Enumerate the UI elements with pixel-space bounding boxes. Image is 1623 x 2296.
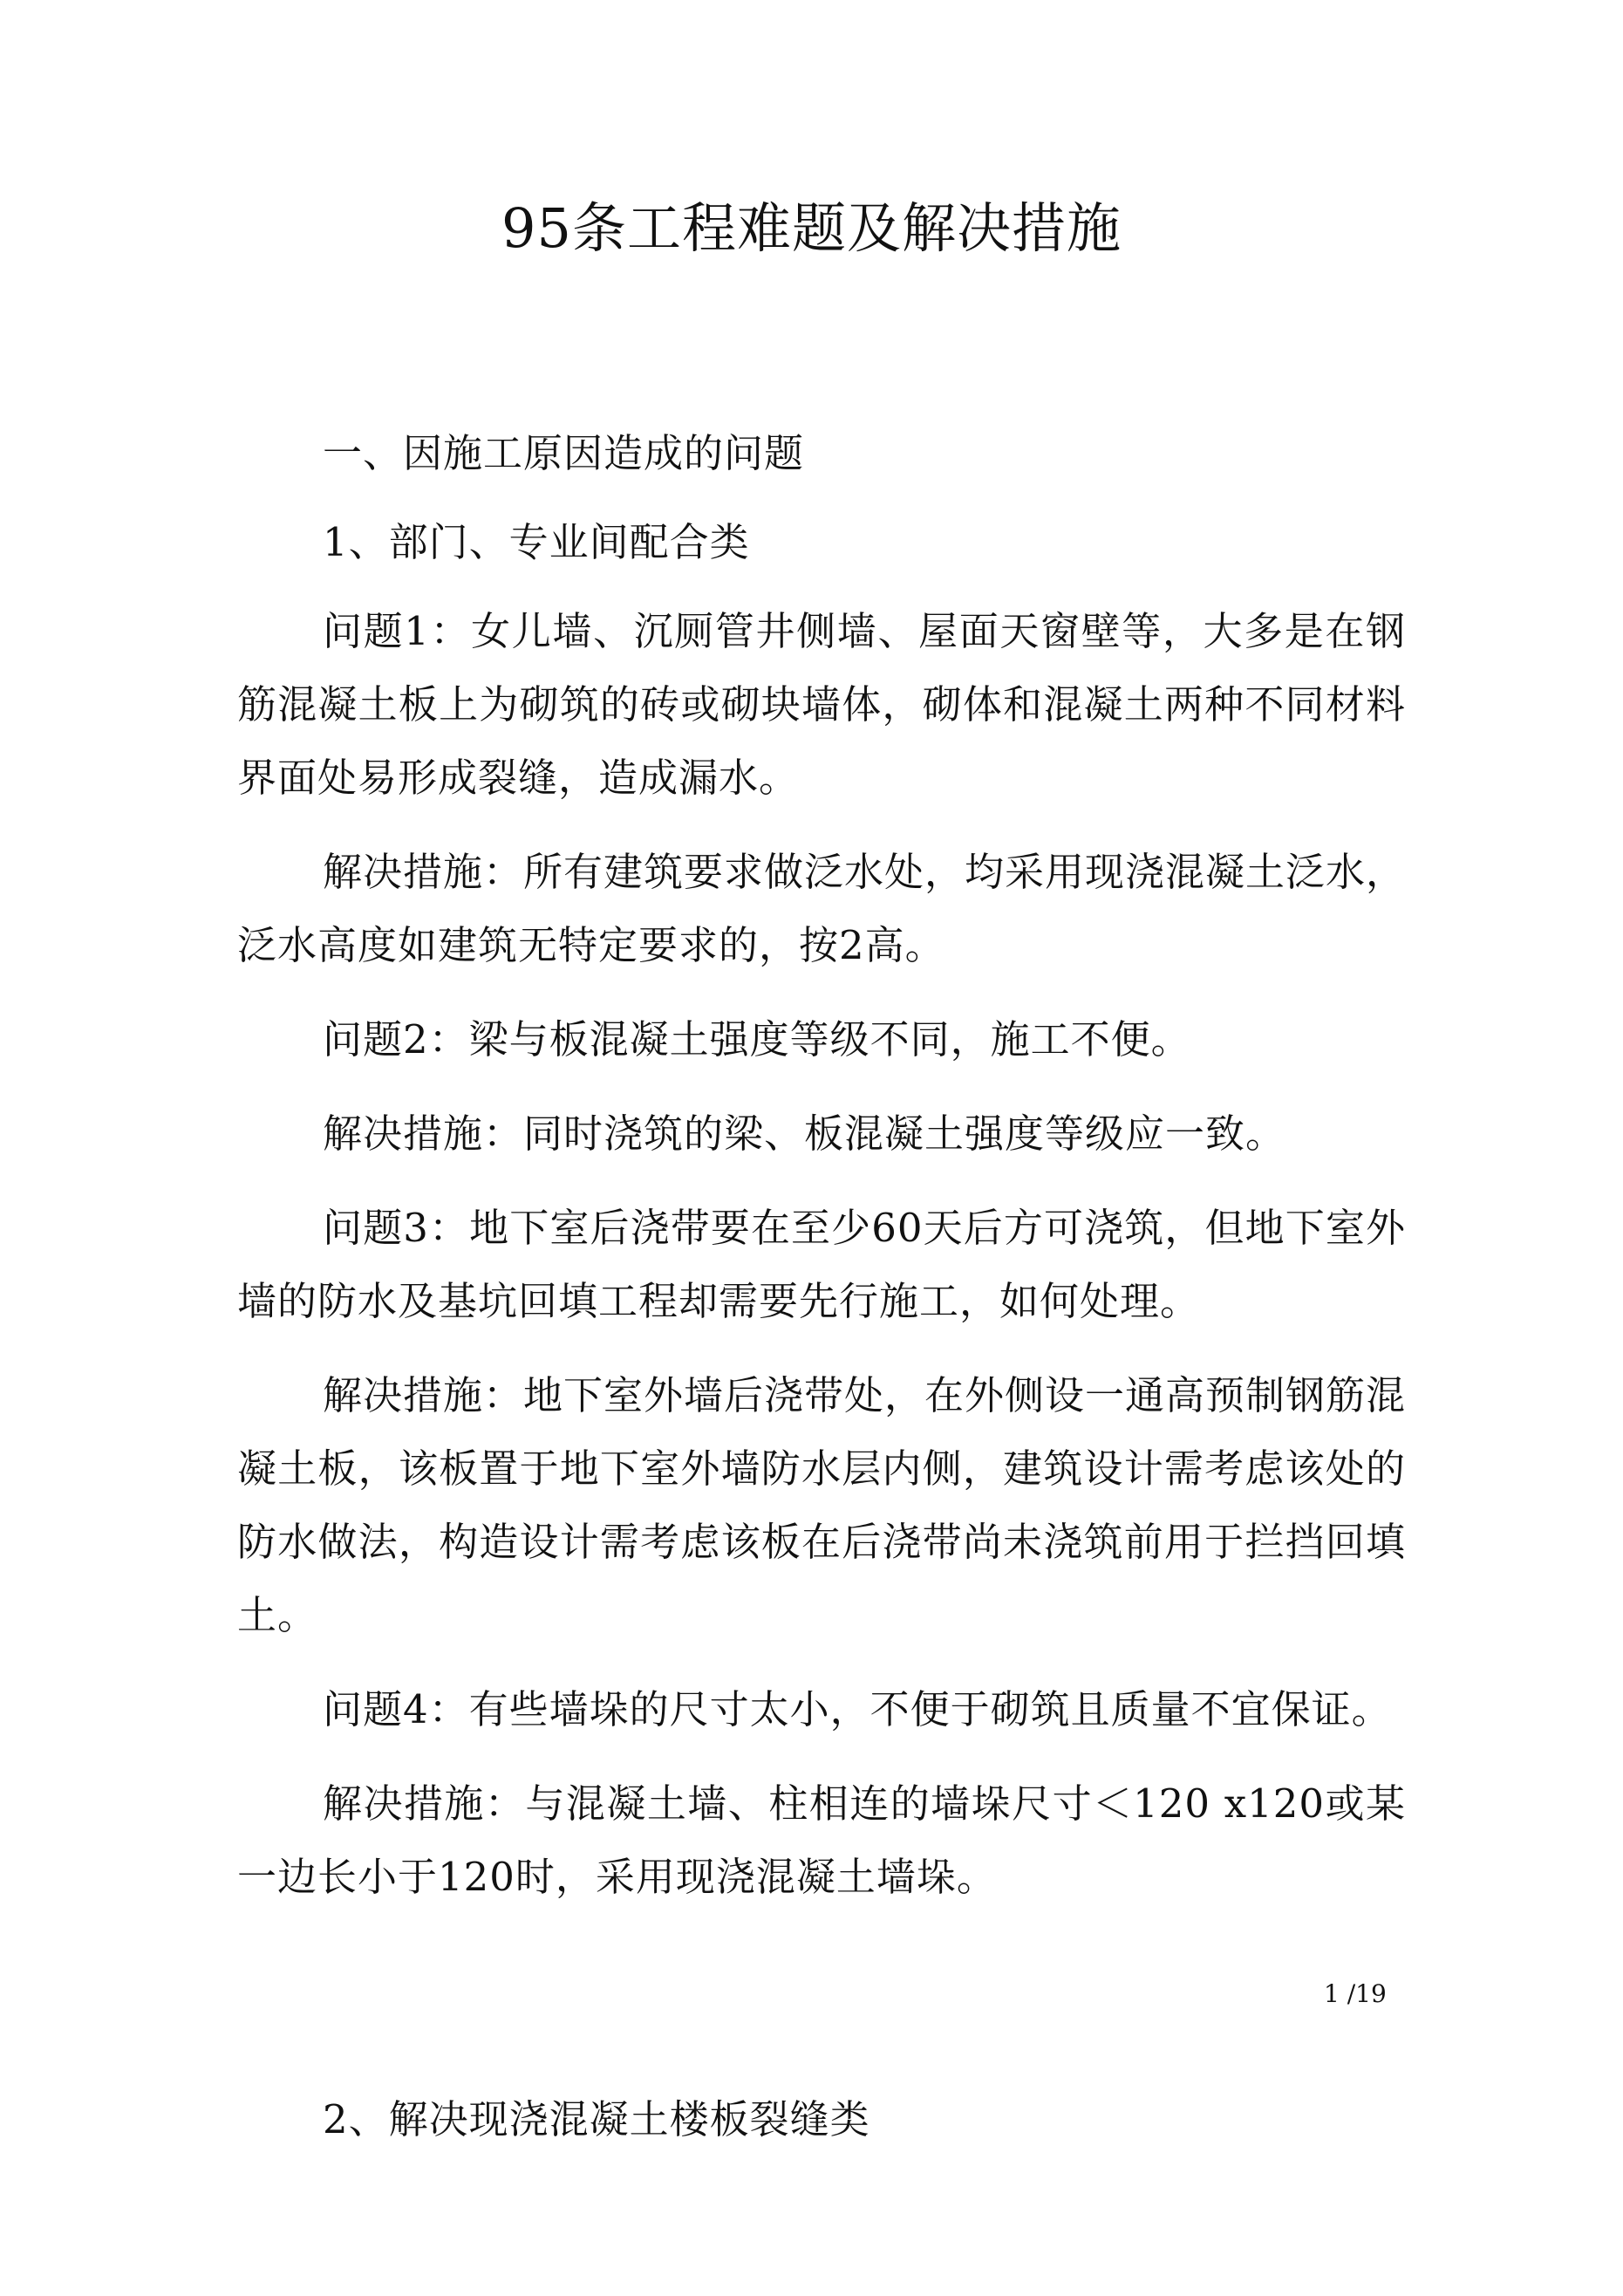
paragraph-solution-4: 解决措施：与混凝土墙、柱相连的墙垛尺寸＜120 x120或某一边长小于120时，采用现浇混凝土墙垛。 xyxy=(237,1780,1406,1900)
page-number: 1 /19 xyxy=(1324,1979,1387,2008)
document-title: 95条工程难题及解决措施 xyxy=(501,196,1122,260)
paragraph-problem-1: 问题1：女儿墙、沉厕管井侧墙、屋面天窗壁等，大多是在钢筋混凝土板上为砌筑的砖或砌块墙体，砌体和混凝土两种不同材料界面处易形成裂缝，造成漏水。 xyxy=(237,608,1406,801)
paragraph-problem-4: 问题4：有些墙垛的尺寸太小，不便于砌筑且质量不宜保证。 xyxy=(323,1686,1392,1732)
section-heading: 一、因施工原因造成的问题 xyxy=(323,430,805,476)
document-body xyxy=(237,417,1406,1935)
paragraph-problem-3: 问题3：地下室后浇带要在至少60天后方可浇筑，但地下室外墙的防水及基坑回填工程却需要先行施工，如何处理。 xyxy=(237,1205,1406,1324)
paragraph-solution-1: 解决措施：所有建筑要求做泛水处，均采用现浇混凝土泛水，泛水高度如建筑无特定要求的，按2高。 xyxy=(237,849,1407,968)
next-page-heading: 2、解决现浇混凝土楼板裂缝类 xyxy=(323,2096,870,2142)
paragraph-problem-2: 问题2：梁与板混凝土强度等级不同，施工不便。 xyxy=(323,1016,1191,1063)
subsection-heading: 1、部门、专业间配合类 xyxy=(323,519,750,565)
paragraph-solution-2: 解决措施：同时浇筑的梁、板混凝土强度等级应一致。 xyxy=(323,1110,1286,1157)
paragraph-solution-3: 解决措施：地下室外墙后浇带处，在外侧设一通高预制钢筋混凝土板，该板置于地下室外墙防水层内侧，建筑设计需考虑该处的防水做法，构造设计需考虑该板在后浇带尚未浇筑前用于拦挡回填土。 xyxy=(237,1372,1407,1638)
